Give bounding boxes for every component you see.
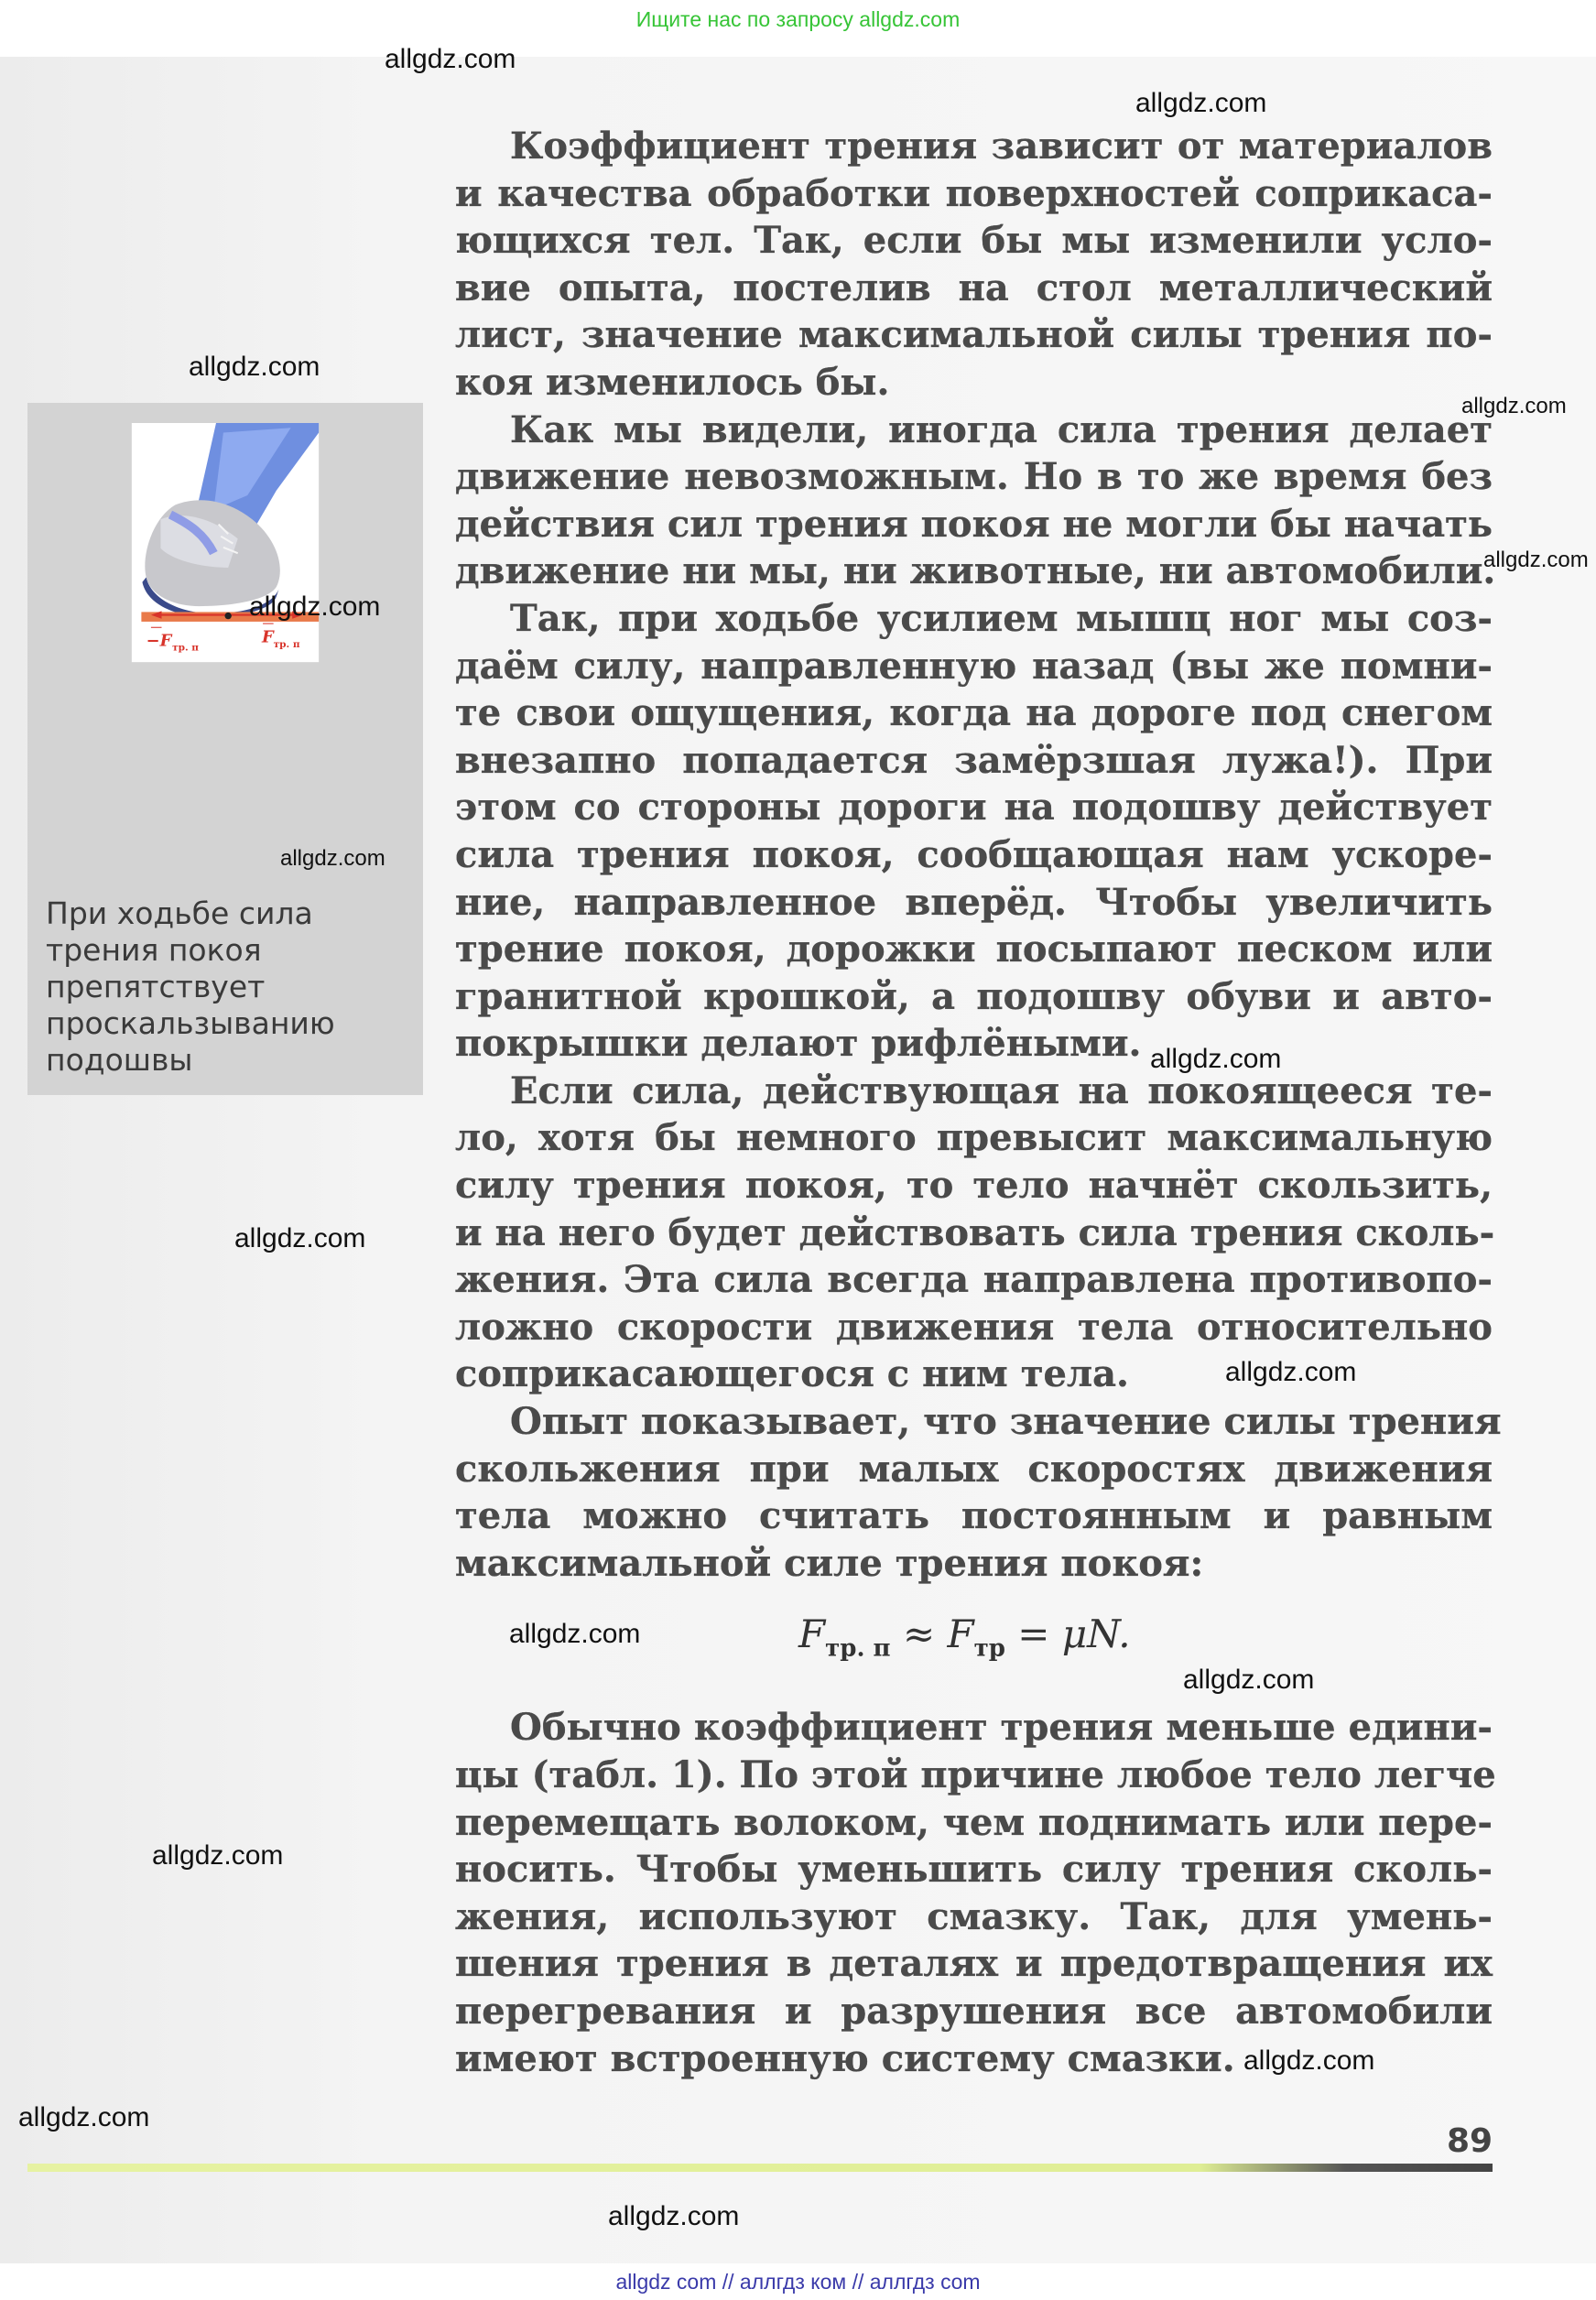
formula-force: F — [947, 1611, 974, 1656]
formula-approx: ≈ — [890, 1611, 948, 1656]
formula-sub-static: тр. п — [825, 1634, 891, 1663]
caption-line: проскальзыванию — [46, 1005, 335, 1041]
label-force-sub: тр. п — [273, 638, 300, 650]
watermark: allgdz.com — [1183, 1665, 1315, 1695]
paragraph-5 — [455, 1398, 1502, 1587]
text-line: Коэффициент трения зависит от материалов — [510, 125, 1493, 168]
paragraph-2 — [455, 407, 1496, 595]
contact-point — [224, 613, 231, 619]
caption-line: подошвы — [46, 1042, 193, 1078]
text-line: гранитной крошкой, а подошву обуви и авто- — [455, 974, 1493, 1018]
text-line: Опыт показывает, что значение силы трения — [510, 1400, 1502, 1444]
text-line: даём силу, направленную назад (вы же помни- — [455, 644, 1493, 688]
figure-caption — [46, 895, 412, 1079]
text-line: сила трения покоя, сообщающая нам ускоре- — [455, 832, 1493, 876]
text-line: цы (табл. 1). По этой причине любое тело легче — [455, 1753, 1496, 1796]
caption-line: При ходьбе сила — [46, 895, 313, 931]
text-line: лист, значение максимальной силы трения по- — [455, 313, 1493, 357]
text-line: Как мы видели, иногда сила трения делает — [510, 407, 1493, 451]
watermark: allgdz.com — [234, 1223, 366, 1253]
text-line: носить. Чтобы уменьшить силу трения сколь- — [455, 1848, 1493, 1892]
text-line: этом со стороны дороги на подошву действует — [455, 786, 1493, 830]
text-line: и на него будет действовать сила трения сколь- — [455, 1210, 1495, 1254]
text-line: жения, используют смазку. Так, для умень- — [455, 1894, 1493, 1938]
watermark: allgdz.com — [280, 846, 385, 871]
bottom-footer[interactable]: allgdz com // аллгдз ком // аллгдз com — [0, 2263, 1596, 2300]
text-line: вие опыта, постелив на стол металлический — [455, 266, 1493, 309]
watermark: allgdz.com — [249, 591, 381, 622]
watermark: allgdz.com — [152, 1840, 284, 1871]
watermark: allgdz.com — [1225, 1357, 1357, 1387]
text-line: движение невозможным. Но в то же время без — [455, 455, 1493, 499]
text-line: и качества обработки поверхностей соприкаса- — [455, 171, 1493, 215]
text-line: ние, направленное вперёд. Чтобы увеличить — [455, 880, 1493, 924]
formula-force: F — [798, 1611, 826, 1656]
watermark: allgdz.com — [1150, 1044, 1282, 1074]
watermark: allgdz.com — [509, 1619, 641, 1649]
text-line: внезапно попадается замёрзшая лужа!). При — [455, 738, 1493, 782]
watermark: allgdz.com — [1243, 2045, 1375, 2076]
watermark: allgdz.com — [1135, 88, 1267, 118]
label-minus-force: −F — [146, 631, 172, 651]
formula-rest: = μN. — [1004, 1611, 1131, 1656]
text-line: соприкасающегося с ним тела. — [455, 1352, 1129, 1396]
top-banner[interactable]: Ищите нас по запросу allgdz.com — [0, 0, 1596, 38]
watermark: allgdz.com — [1461, 394, 1567, 418]
text-line: ющихся тел. Так, если бы мы изменили усло- — [455, 219, 1493, 263]
text-line: действия сил трения покоя не могли бы начать — [455, 502, 1493, 546]
text-line: те свои ощущения, когда на дороге под снегом — [455, 691, 1493, 735]
watermark: allgdz.com — [385, 44, 516, 74]
paragraph-6 — [455, 1704, 1496, 2082]
page-number: 89 — [1447, 2122, 1493, 2160]
watermark: allgdz.com — [189, 352, 320, 382]
watermark: allgdz.com — [1483, 548, 1589, 572]
text-line: ло, хотя бы немного превысит максимальную — [455, 1116, 1493, 1160]
caption-line: трения покоя — [46, 932, 262, 968]
text-line: трение покоя, дорожки посыпают песком или — [455, 928, 1493, 971]
text-line: максимальной силе трения покоя: — [455, 1541, 1204, 1585]
figure-box — [27, 403, 423, 1095]
paragraph-1 — [455, 123, 1493, 407]
text-line: Так, при ходьбе усилием мышц ног мы соз- — [510, 596, 1493, 640]
text-line: покрышки делают рифлёными. — [455, 1022, 1142, 1066]
text-line: имеют встроенную систему смазки. — [455, 2036, 1235, 2080]
text-line: перемещать волоком, чем поднимать или пере- — [455, 1800, 1493, 1844]
watermark: allgdz.com — [608, 2201, 740, 2231]
formula-sub-sliding: тр — [973, 1634, 1005, 1663]
shoe-illustration — [48, 423, 403, 877]
text-line: шения трения в деталях и предотвращения их — [455, 1942, 1493, 1986]
text-line: Если сила, действующая на покоящееся те- — [510, 1069, 1493, 1112]
footer-rule — [27, 2164, 1493, 2172]
text-line: коя изменилось бы. — [455, 360, 890, 404]
paragraph-4 — [455, 1068, 1493, 1398]
paragraph-3 — [455, 595, 1493, 1068]
label-force: F — [262, 627, 274, 647]
caption-line: препятствует — [46, 969, 266, 1004]
body-text — [455, 123, 1502, 2082]
text-line: тела можно считать постоянным и равным — [455, 1494, 1493, 1538]
text-line: жения. Эта сила всегда направлена противопо- — [455, 1258, 1493, 1302]
text-line: силу трения покоя, то тело начнёт скользить, — [455, 1164, 1493, 1208]
text-line: ложно скорости движения тела относительно — [455, 1305, 1493, 1349]
text-line: скольжения при малых скоростях движения — [455, 1447, 1493, 1491]
friction-formula — [798, 1611, 1131, 1662]
text-line: движение ни мы, ни животные, ни автомобили. — [455, 549, 1496, 593]
text-line: перегревания и разрушения все автомобили — [455, 1989, 1493, 2033]
text-line: Обычно коэффициент трения меньше едини- — [510, 1706, 1493, 1750]
watermark: allgdz.com — [18, 2102, 150, 2132]
label-minus-force-sub: тр. п — [172, 642, 199, 654]
